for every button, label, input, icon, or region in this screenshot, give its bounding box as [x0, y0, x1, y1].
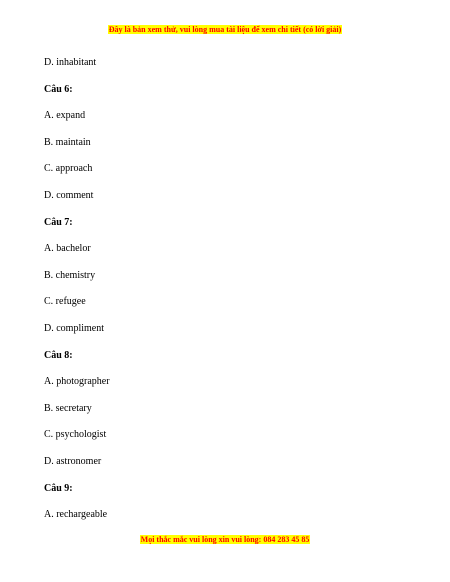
- answer-option: A. rechargeable: [44, 509, 108, 521]
- answer-option: C. psychologist: [44, 429, 107, 441]
- preview-notice-text: Đây là bản xem thử, vui lòng mua tài liệu để xem chi tiết (có lời giải): [108, 25, 342, 34]
- answer-option: D. astronomer: [44, 455, 102, 467]
- answer-option: A. photographer: [44, 376, 110, 388]
- answer-option: B. chemistry: [44, 269, 96, 281]
- answer-option: B. maintain: [44, 136, 91, 148]
- question-heading: Câu 9:: [44, 482, 73, 494]
- answer-option: A. expand: [44, 110, 86, 122]
- question-heading: Câu 7:: [44, 216, 73, 228]
- answer-option: B. secretary: [44, 402, 92, 414]
- contact-text: Mọi thắc mắc vui lòng xin vui lòng: 084 283 45 85: [140, 535, 310, 544]
- answer-option: C. refugee: [44, 296, 86, 308]
- answer-option: A. bachelor: [44, 243, 91, 255]
- preview-notice-banner: [0, 25, 450, 35]
- question-heading: Câu 8:: [44, 349, 73, 361]
- question-heading: Câu 6:: [44, 83, 73, 95]
- answer-option: D. compliment: [44, 322, 104, 334]
- answer-option: D. inhabitant: [44, 57, 97, 68]
- answer-option: C. approach: [44, 163, 93, 175]
- contact-banner: [0, 535, 450, 545]
- document-body: [44, 56, 414, 535]
- answer-option: D. comment: [44, 189, 94, 201]
